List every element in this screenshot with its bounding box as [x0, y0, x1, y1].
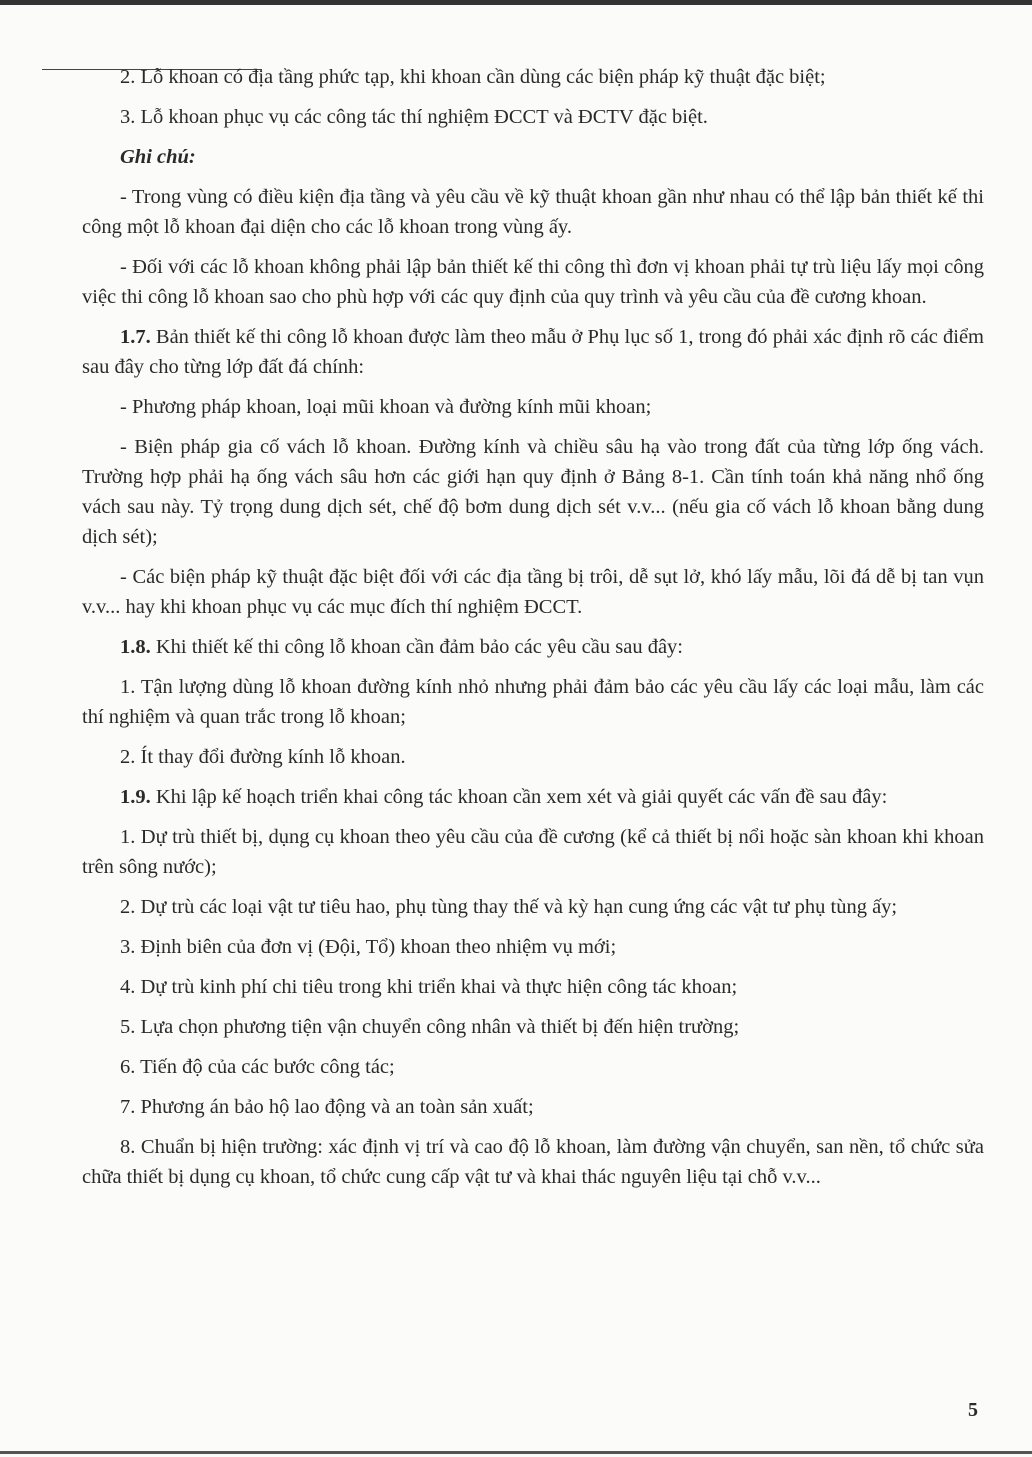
section-number: 1.9. [120, 786, 151, 808]
plan-item-equipment: 1. Dự trù thiết bị, dụng cụ khoan theo yêu cầu của đề cương (kể cả thiết bị nổi hoặc sàn khoan khi khoan trên sông nước); [82, 826, 984, 878]
section-number: 1.8. [120, 636, 151, 658]
requirement-small-diameter: 1. Tận lượng dùng lỗ khoan đường kính nhỏ nhưng phải đảm bảo các yêu cầu lấy các loại mẫu, làm các thí nghiệm và quan trắc trong lỗ khoan; [82, 676, 984, 728]
top-scan-border [0, 0, 1032, 5]
paragraph-hole-complex-strata: 2. Lỗ khoan có địa tầng phức tạp, khi khoan cần dùng các biện pháp kỹ thuật đặc biệt; [120, 66, 826, 88]
item-casing-measures: - Biện pháp gia cố vách lỗ khoan. Đường kính và chiều sâu hạ vào trong đất của từng lớp ống vách. Trường hợp phải hạ ống vách sâu hơn các giới hạn quy định ở Bảng 8-1. Cần tính toán khả năng nhổ ống vách sau này. Tỷ trọng dung dịch sét, chế độ bơm dung dịch sét v.v... (nếu gia cố vách lỗ khoan bằng dung dịch sét); [82, 436, 984, 548]
bottom-scan-border [0, 1451, 1032, 1454]
requirement-few-diameter-changes: 2. Ít thay đổi đường kính lỗ khoan. [120, 746, 406, 768]
page-body [82, 62, 984, 1202]
section-number: 1.7. [120, 326, 151, 348]
plan-item-staffing: 3. Định biên của đơn vị (Đội, Tổ) khoan theo nhiệm vụ mới; [120, 936, 617, 958]
plan-item-budget: 4. Dự trù kinh phí chi tiêu trong khi triển khai và thực hiện công tác khoan; [120, 976, 738, 998]
section-1-9: 1.9. Khi lập kế hoạch triển khai công tác khoan cần xem xét và giải quyết các vấn đề sau đây: [120, 786, 888, 808]
item-special-measures: - Các biện pháp kỹ thuật đặc biệt đối với các địa tầng bị trôi, dễ sụt lở, khó lấy mẫu, lõi đá dễ bị tan vụn v.v... hay khi khoan phục vụ các mục đích thí nghiệm ĐCCT. [82, 566, 984, 618]
note-representative-hole: - Trong vùng có điều kiện địa tầng và yêu cầu về kỹ thuật khoan gần như nhau có thể lập bản thiết kế thi công một lỗ khoan đại diện cho các lỗ khoan trong vùng ấy. [82, 186, 984, 238]
section-1-7: 1.7. Bản thiết kế thi công lỗ khoan được làm theo mẫu ở Phụ lục số 1, trong đó phải xác định rõ các điểm sau đây cho từng lớp đất đá chính: [82, 326, 984, 378]
plan-item-consumables: 2. Dự trù các loại vật tư tiêu hao, phụ tùng thay thế và kỳ hạn cung ứng các vật tư phụ tùng ấy; [120, 896, 898, 918]
plan-item-transport: 5. Lựa chọn phương tiện vận chuyển công nhân và thiết bị đến hiện trường; [120, 1016, 740, 1038]
plan-item-schedule: 6. Tiến độ của các bước công tác; [120, 1056, 395, 1078]
note-self-planning: - Đối với các lỗ khoan không phải lập bản thiết kế thi công thì đơn vị khoan phải tự trù liệu lấy mọi công việc thi công lỗ khoan sao cho phù hợp với các quy định của quy trình và yêu cầu của đề cương khoan. [82, 256, 984, 308]
item-drilling-method: - Phương pháp khoan, loại mũi khoan và đường kính mũi khoan; [120, 396, 652, 418]
note-heading [82, 142, 984, 172]
paragraph-hole-special-tests: 3. Lỗ khoan phục vụ các công tác thí nghiệm ĐCCT và ĐCTV đặc biệt. [120, 106, 708, 128]
plan-item-safety: 7. Phương án bảo hộ lao động và an toàn sản xuất; [120, 1096, 534, 1118]
section-1-8: 1.8. Khi thiết kế thi công lỗ khoan cần đảm bảo các yêu cầu sau đây: [120, 636, 683, 658]
note-label: Ghi chú: [120, 146, 196, 168]
page-number: 5 [968, 1399, 978, 1421]
plan-item-site-preparation: 8. Chuẩn bị hiện trường: xác định vị trí và cao độ lỗ khoan, làm đường vận chuyển, san nền, tổ chức sửa chữa thiết bị dụng cụ khoan, tổ chức cung cấp vật tư và khai thác nguyên liệu tại chỗ v.v... [82, 1136, 984, 1188]
